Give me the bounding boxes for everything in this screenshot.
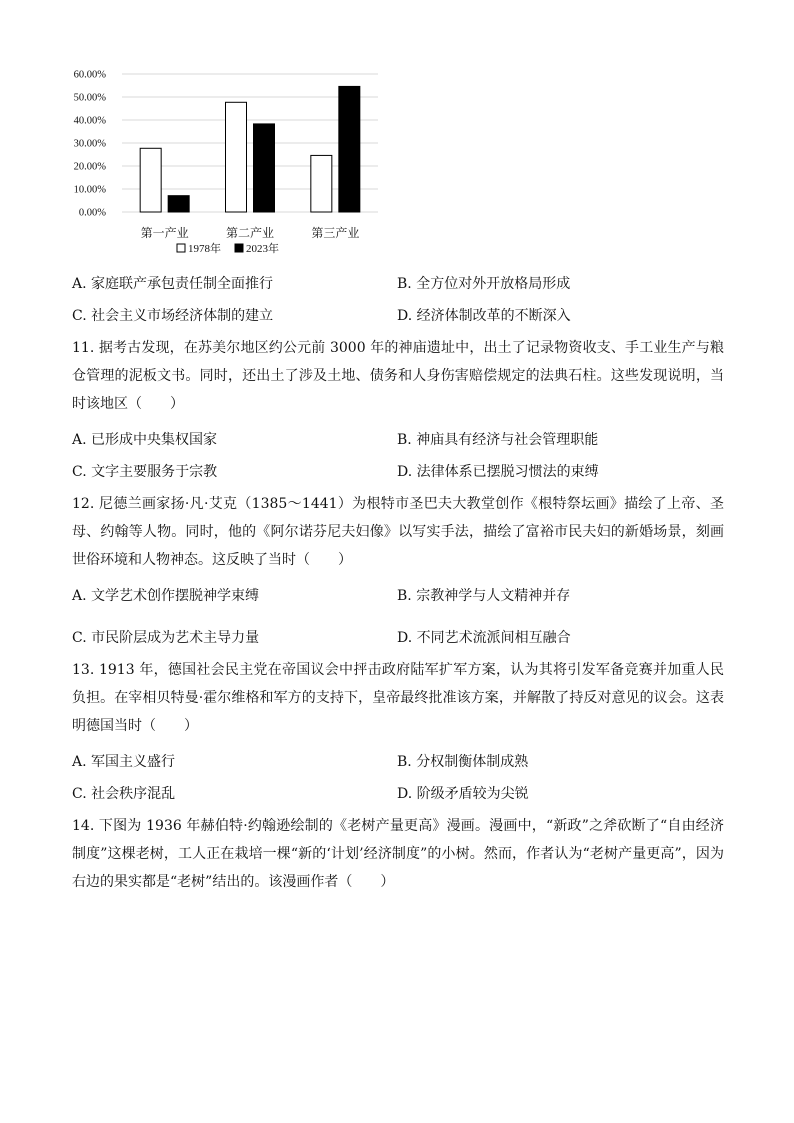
q13-option-b: B. 分权制衡体制成熟 bbox=[397, 754, 529, 770]
bar-series2 bbox=[339, 86, 360, 212]
x-category-label: 第三产业 bbox=[311, 226, 360, 240]
y-tick-label: 50.00% bbox=[73, 92, 106, 104]
y-tick-label: 0.00% bbox=[78, 207, 106, 219]
q10-option-a: A. 家庭联产承包责任制全面推行 bbox=[72, 276, 274, 292]
bar-series1 bbox=[140, 148, 161, 212]
y-tick-label: 30.00% bbox=[73, 138, 106, 150]
y-tick-label: 10.00% bbox=[73, 184, 106, 196]
q13-option-a: A. 军国主义盛行 bbox=[72, 754, 176, 770]
legend-label: 2023年 bbox=[246, 243, 279, 255]
bar-series2 bbox=[254, 124, 275, 212]
bar-series1 bbox=[311, 155, 332, 212]
q10-option-b: B. 全方位对外开放格局形成 bbox=[397, 276, 571, 292]
q10-option-c: C. 社会主义市场经济体制的建立 bbox=[72, 308, 274, 324]
q12-option-d: D. 不同艺术流派间相互融合 bbox=[397, 630, 571, 646]
q14-stem: 14. 下图为 1936 年赫伯特·约翰逊绘制的《老树产量更高》漫画。漫画中，“新政”之斧砍断了“自由经济制度”这棵老树，工人正在栽培一棵“新的‘计划’经济制度”的小树。然而，作者认为“老树产量更高”，因为右边的果实都是“老树”结出的。该漫画作者（ ） bbox=[72, 818, 724, 890]
x-category-label: 第一产业 bbox=[140, 226, 189, 240]
industry-structure-chart bbox=[60, 62, 390, 270]
q10-option-d: D. 经济体制改革的不断深入 bbox=[397, 308, 571, 324]
q13-option-d: D. 阶级矛盾较为尖锐 bbox=[397, 786, 529, 802]
q12-option-c: C. 市民阶层成为艺术主导力量 bbox=[72, 630, 260, 646]
q12-stem: 12. 尼德兰画家扬·凡·艾克（1385～1441）为根特市圣巴夫大教堂创作《根特祭坛画》描绘了上帝、圣母、约翰等人物。同时，他的《阿尔诺芬尼夫妇像》以写实手法，描绘了富裕市民夫妇的新婚场景，刻画世俗环境和人物神态。这反映了当时（ ） bbox=[72, 496, 724, 568]
y-tick-label: 20.00% bbox=[73, 161, 106, 173]
bar-series2 bbox=[168, 196, 189, 212]
bar-series1 bbox=[226, 102, 247, 212]
bar-chart-svg bbox=[60, 62, 390, 270]
y-tick-label: 60.00% bbox=[73, 69, 106, 81]
q11-option-a: A. 已形成中央集权国家 bbox=[72, 432, 218, 448]
legend-swatch bbox=[177, 244, 185, 252]
q11-option-d: D. 法律体系已摆脱习惯法的束缚 bbox=[397, 464, 599, 480]
q12-option-b: B. 宗教神学与人文精神并存 bbox=[397, 588, 571, 604]
legend-label: 1978年 bbox=[188, 243, 221, 255]
q13-stem: 13. 1913 年，德国社会民主党在帝国议会中抨击政府陆军扩军方案，认为其将引发军备竞赛并加重人民负担。在宰相贝特曼·霍尔维格和军方的支持下，皇帝最终批准该方案，并解散了持反对意见的议会。这表明德国当时（ ） bbox=[72, 662, 724, 734]
q13-option-c: C. 社会秩序混乱 bbox=[72, 786, 176, 802]
legend-swatch bbox=[235, 244, 243, 252]
q11-stem: 11. 据考古发现，在苏美尔地区约公元前 3000 年的神庙遗址中，出土了记录物资收支、手工业生产与粮仓管理的泥板文书。同时，还出土了涉及土地、债务和人身伤害赔偿规定的法典石柱。这些发现说明，当时该地区（ ） bbox=[72, 340, 724, 412]
x-category-label: 第二产业 bbox=[225, 226, 275, 240]
q12-option-a: A. 文学艺术创作摆脱神学束缚 bbox=[72, 588, 260, 604]
y-tick-label: 40.00% bbox=[73, 115, 106, 127]
q11-option-c: C. 文字主要服务于宗教 bbox=[72, 464, 218, 480]
q11-option-b: B. 神庙具有经济与社会管理职能 bbox=[397, 432, 599, 448]
